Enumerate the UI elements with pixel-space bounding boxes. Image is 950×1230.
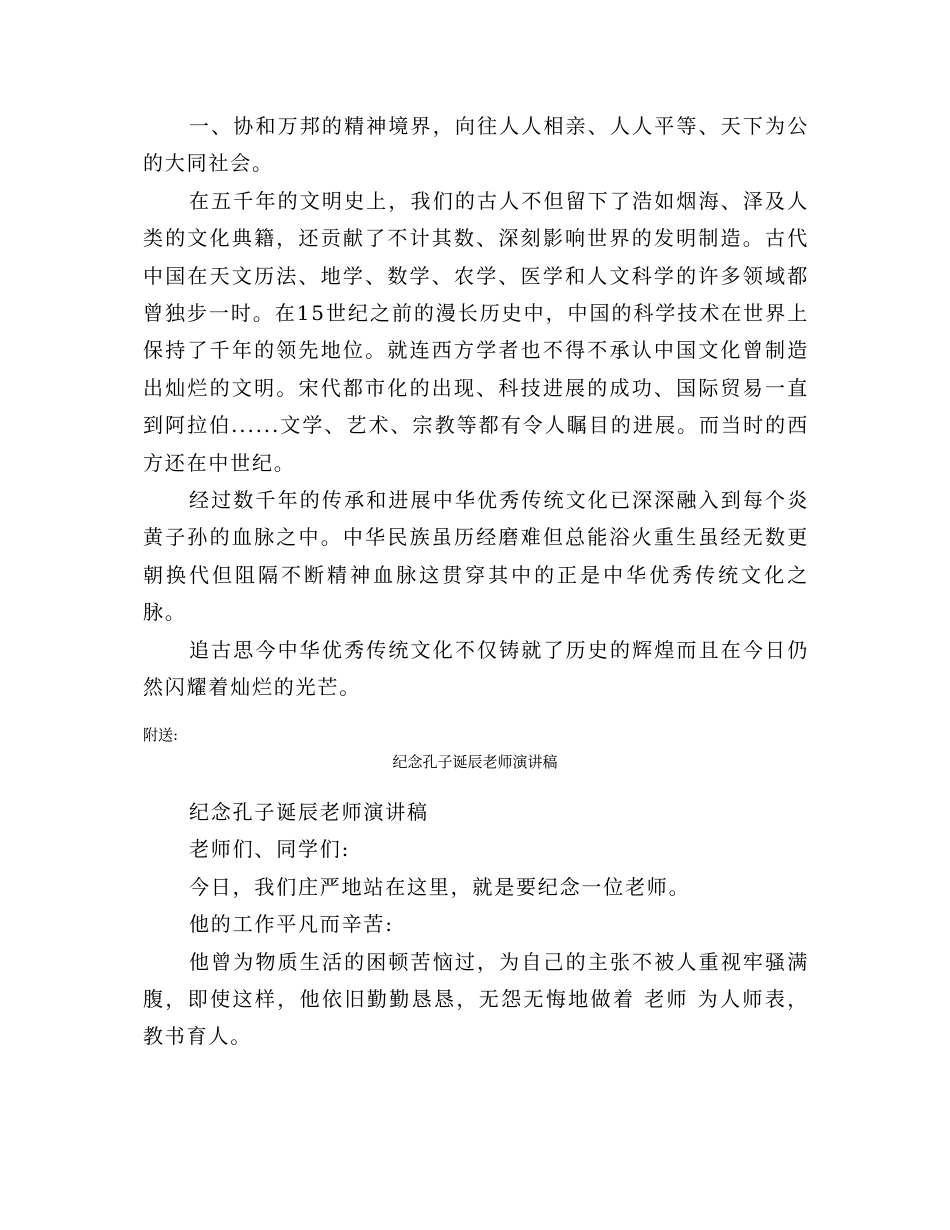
paragraph-civilization-history: 在五千年的文明史上，我们的古人不但留下了浩如烟海、泽及人类的文化典籍，还贡献了不计其数、深刻影响世界的发明制造。古代中国在天文历法、地学、数学、农学、医学和人文科学的许多领域都曾独步一时。在15世纪之前的漫长历史中，中国的科学技术在世界上保持了千年的领先地位。就连西方学者也不得不承认中国文化曾制造出灿烂的文明。宋代都市化的出现、科技进展的成功、国际贸易一直到阿拉伯......文学、艺术、宗教等都有令人瞩目的进展。而当时的西方还在中世纪。 <box>143 188 809 475</box>
paragraph-heading-harmony: 一、协和万邦的精神境界，向往人人相亲、人人平等、天下为公的大同社会。 <box>143 114 809 176</box>
speech-paragraph: 他曾为物质生活的困顿苦恼过，为自己的主张不被人重视牢骚满腹，即使这样，他依旧勤勤恳恳，无怨无悔地做着 老师 为人师表，教书育人。 <box>143 949 809 1049</box>
attachment-title: 纪念孔子诞辰老师演讲稿 <box>392 753 558 771</box>
paragraph-cultural-heritage: 经过数千年的传承和进展中华优秀传统文化已深深融入到每个炎黄子孙的血脉之中。中华民族虽历经磨难但总能浴火重生虽经无数更朝换代但阻隔不断精神血脉这贯穿其中的正是中华优秀传统文化之脉。 <box>143 488 809 625</box>
speech-title: 纪念孔子诞辰老师演讲稿 <box>189 800 429 824</box>
attachment-label: 附送: <box>143 726 179 744</box>
paragraph-conclusion: 追古思今中华优秀传统文化不仅铸就了历史的辉煌而且在今日仍然闪耀着灿烂的光芒。 <box>143 637 809 700</box>
essay-section <box>143 108 809 707</box>
speech-paragraph: 他的工作平凡而辛苦: <box>189 912 394 937</box>
speech-greeting: 老师们、同学们: <box>189 837 351 862</box>
speech-section <box>143 794 809 1056</box>
speech-paragraph: 今日，我们庄严地站在这里，就是要纪念一位老师。 <box>189 874 691 899</box>
